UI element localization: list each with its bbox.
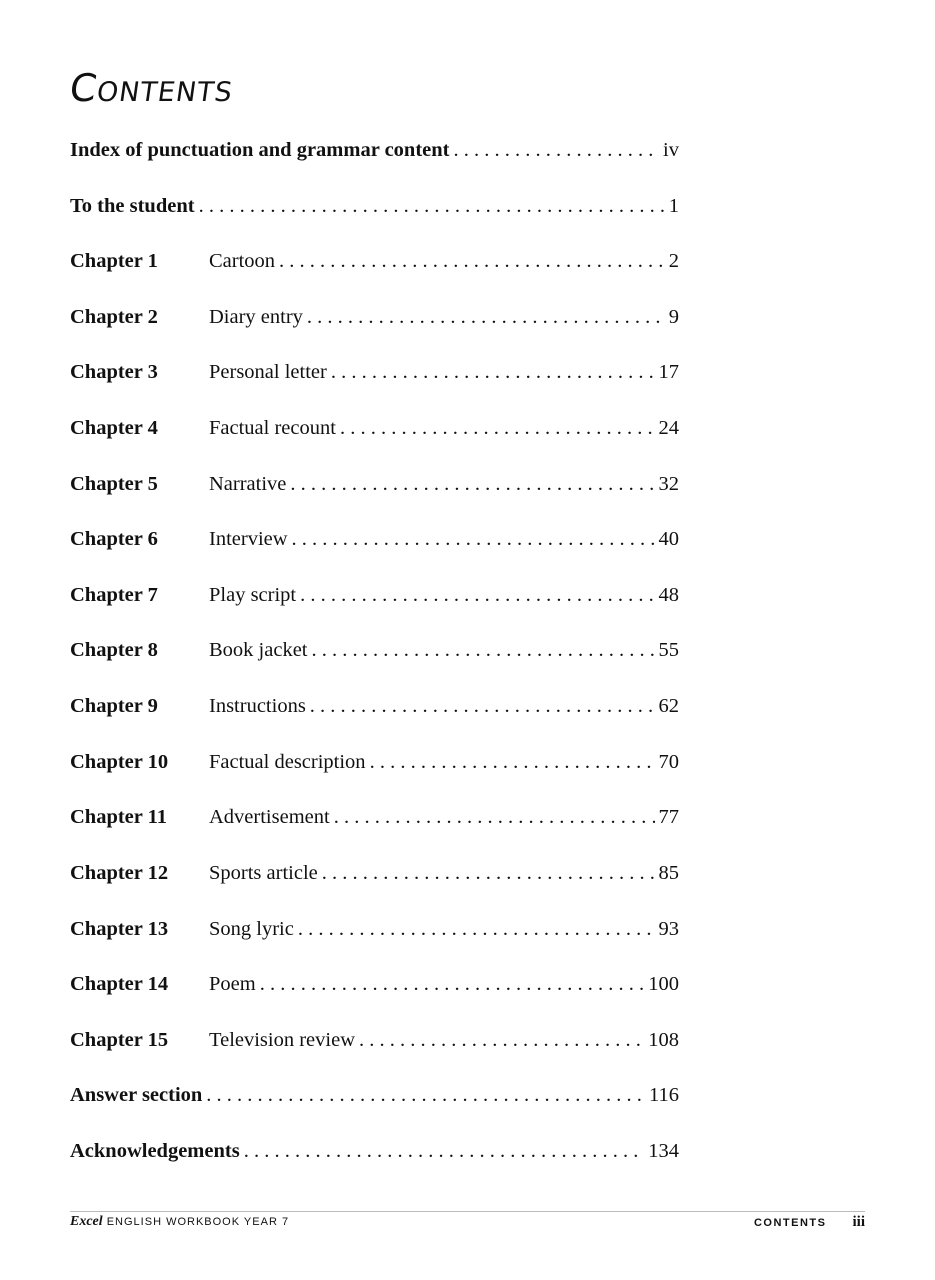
chapter-number: Chapter 10 [70,751,169,773]
toc-chapter-row[interactable] [70,690,679,722]
dot-leader [290,468,654,500]
dot-leader [260,968,645,1000]
toc-page-number: 77 [658,806,679,828]
toc-chapter-row[interactable] [70,356,679,388]
toc-chapter-row[interactable] [70,523,679,555]
toc-page-number: 1 [668,195,679,217]
toc-page-number: 85 [658,862,679,884]
chapter-title: Sports article [209,862,318,884]
dot-leader [331,356,655,388]
toc-page-number: 40 [658,528,679,550]
toc-chapter-row[interactable] [70,301,679,333]
chapter-number: Chapter 8 [70,639,158,661]
chapter-title: Cartoon [209,250,276,272]
dot-leader [322,857,655,889]
toc-page-number: 100 [648,973,679,995]
toc-page-number: 134 [648,1140,679,1162]
toc-entry-answer-section[interactable] [70,1079,679,1111]
chapter-title: Interview [209,528,288,550]
footer-brand-logo: Excel [70,1214,103,1229]
chapter-number: Chapter 9 [70,695,158,717]
footer-right-group [754,1212,865,1233]
chapter-number: Chapter 15 [70,1029,169,1051]
toc-entry-label: To the student [70,195,195,217]
toc-page-number: 17 [658,361,679,383]
toc-page-number: 70 [658,751,679,773]
chapter-title: Poem [209,973,256,995]
chapter-title: Book jacket [209,639,308,661]
chapter-title: Advertisement [209,806,330,828]
chapter-number: Chapter 13 [70,918,169,940]
dot-leader [292,523,655,555]
toc-entry-acknowledgements[interactable] [70,1135,679,1167]
toc-chapter-row[interactable] [70,857,679,889]
chapter-title: Television review [209,1029,356,1051]
dot-leader [312,634,655,666]
toc-chapter-row[interactable] [70,1024,679,1056]
chapter-number: Chapter 6 [70,528,158,550]
toc-chapter-row[interactable] [70,801,679,833]
toc-chapter-row[interactable] [70,468,679,500]
toc-page-number: 116 [649,1084,679,1106]
toc-entry-to-the-student[interactable] [70,190,679,222]
dot-leader [279,245,665,277]
dot-leader [206,1079,645,1111]
chapter-title: Instructions [209,695,306,717]
toc-page-number: 24 [658,417,679,439]
dot-leader [307,301,665,333]
chapter-number: Chapter 12 [70,862,169,884]
toc-entry-index[interactable] [70,134,679,166]
page-title: Contents [66,66,237,110]
dot-leader [370,746,655,778]
chapter-number: Chapter 14 [70,973,169,995]
chapter-title: Narrative [209,473,287,495]
footer-book-title: ENGLISH WORKBOOK YEAR 7 [106,1216,290,1228]
toc-page-number: 62 [658,695,679,717]
footer-section-name: CONTENTS [753,1217,827,1229]
dot-leader [359,1024,644,1056]
toc-chapter-row[interactable] [70,245,679,277]
chapter-title: Diary entry [209,306,303,328]
toc-page-number: 93 [658,918,679,940]
chapter-title: Play script [209,584,297,606]
toc-page-number: 9 [668,306,679,328]
toc-page-number: 2 [668,250,679,272]
footer-page-number: iii [852,1214,865,1230]
toc-page-number: iv [663,139,679,161]
toc-chapter-row[interactable] [70,412,679,444]
toc-entry-label: Answer section [70,1084,203,1106]
chapter-number: Chapter 3 [70,361,158,383]
toc-page-number: 108 [648,1029,679,1051]
toc-chapter-row[interactable] [70,746,679,778]
chapter-title: Factual description [209,751,366,773]
dot-leader [453,134,659,166]
toc-chapter-row[interactable] [70,968,679,1000]
toc-chapter-row[interactable] [70,579,679,611]
dot-leader [310,690,655,722]
chapter-number: Chapter 5 [70,473,158,495]
toc-entry-label: Acknowledgements [70,1140,240,1162]
chapter-number: Chapter 4 [70,417,158,439]
toc-page-number: 32 [658,473,679,495]
toc-page-number: 48 [658,584,679,606]
chapter-title: Song lyric [209,918,294,940]
chapter-number: Chapter 2 [70,306,158,328]
dot-leader [244,1135,645,1167]
page-footer [70,1212,865,1232]
toc-chapter-row[interactable] [70,634,679,666]
chapter-title: Factual recount [209,417,336,439]
dot-leader [199,190,665,222]
chapter-title: Personal letter [209,361,327,383]
dot-leader [298,913,655,945]
dot-leader [334,801,655,833]
dot-leader [300,579,654,611]
dot-leader [340,412,655,444]
chapter-number: Chapter 1 [70,250,158,272]
toc-chapter-row[interactable] [70,913,679,945]
toc-page-number: 55 [658,639,679,661]
toc-entry-label: Index of punctuation and grammar content [70,139,450,161]
chapter-number: Chapter 7 [70,584,158,606]
chapter-number: Chapter 11 [70,806,168,828]
